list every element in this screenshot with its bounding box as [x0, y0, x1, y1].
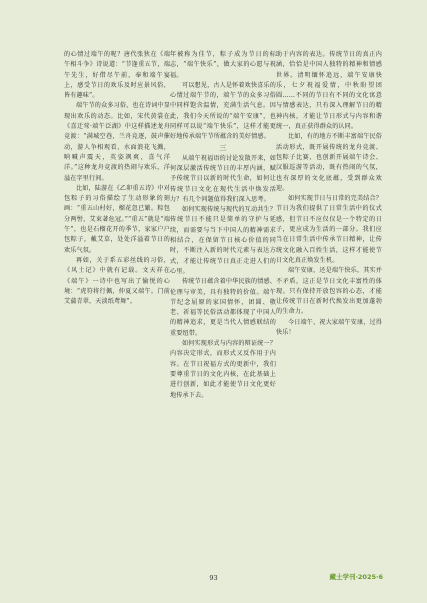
body-paragraph: 助于内容的表达。传统节日的真正内涵，恰恰是中国人独特的精神和情感世界。清明缅怀追远，端午安康快乐，七夕祝福爱情，中秋盼望团圆……不同的节日有不同的文化寓意与情感表达，只有深入理解节日的精神内核，才能让节日形式与内容和谐统一，真正获得群众的认同。	[276, 51, 382, 131]
body-paragraph: 从端午祝福语的讨论发散开来，如何深层激活传统节日的丰厚内涵，赋予传统节日以新的时代生命，如何让传统节日文化在现代生活中焕发活力？有几个问题值得我们深入思考。	[170, 154, 276, 203]
text-column-middle	[170, 50, 276, 567]
body-paragraph: 比如，有的地方不断丰富端午民俗活动形式，既开展传统的龙舟竞渡、包粽子比赛，也创新开展端午诗会、汉服巡游等活动，既有热闹的气氛，也有深厚的文化底蕴，受到群众欢迎。	[276, 133, 382, 192]
text-column-right	[276, 50, 382, 567]
body-paragraph: 如何实现节日与日常的完美结合？节日为我们提供了日常生活中的仪式感，但节日不应仅仅是一个特定的日子，更应成为生活的一部分。我们应当在日常生活中传承节日精神，让传统文化融入百姓生活，这样才能使节日文化真正焕发生机。	[276, 195, 382, 264]
body-paragraph: 可以想见，古人是怀着欢快喜乐的心情过端午节的，端午节的众多习俗中同样饱含温情，充满生活气息。因此，我们今天所说的“端午安康”，也同样可以说“端午快乐”，这样才能更好地传承端午节所蕴含的美好情感。	[170, 81, 276, 141]
text-column-left	[64, 50, 170, 567]
body-paragraph: 的心情过端午的呢？唐代张狄在《端午相斗争》诗说道：“节逢重五节，端午先生，好借尽午前，奉和端午宴上，感受节日的欢乐及时应景风俗，皆有趣味”。	[64, 51, 170, 100]
body-paragraph: 今日端午，祝大家端午安康，过得快乐！	[276, 318, 382, 337]
body-paragraph: 端午节的众多习俗，也在诗词中显现出欢乐的动态。比如，宋代黄裳在《喜迁莺·端午泛湖》中这样描述龙舟竞渡：“满城空巷，兰舟竞逐，鼓声催动，游人争相观看，水面浪花飞溅，呐喊声震天，英姿飒爽，喜气洋洋。”这种龙舟竞渡的热闹与欢乐，洋溢在字里行间。	[64, 102, 170, 182]
body-paragraph: 年被称为佳节，粽子成为节日的标志，“端午快乐”，做大家的心愿与祝福。	[170, 51, 276, 79]
body-paragraph: 端午安康，还是端午快乐，其实并不矛盾，这正是节日文化丰富性的体现。只有保持开放包容的心态，才能让传统节日在新时代焕发出更加蓬勃的生命力。	[276, 267, 382, 316]
body-paragraph: 如何实现传统与现代的互动共生？传统节日不能只是简单的守护与延续，而需要与当下中国人的精神需求相结合，在保留节日核心价值的同时，不断注入新的时代元素与表达方式，才能让传统节日真正走进人们的心里。	[170, 206, 276, 275]
page-number: 93	[209, 574, 218, 582]
journal-issue-info: 藏土学刊·2025·6	[329, 573, 383, 581]
body-paragraph: 比如，陆游在《乙卯重五诗》中对包粽子的习俗描绘了生动形象的刻画：“重五山村好，榴花忽已繁。粽包分两髻，艾束著危冠。”“重五”就是“端午”，也是石榴花开的季节，家家户户包粽子，戴艾草，处处洋溢着节日的欢乐气氛。	[64, 184, 170, 254]
body-paragraph: 传统节日蕴含着中华民族的情感、伦理与审美，具有独特的价值。端午节纪念屈原的家国情怀，团圆、敬老、祈福等民俗活动都体现了中国人的精神追求，更是当代人情感联结的重要纽带。	[170, 278, 276, 337]
body-paragraph: 如何实现形式与内容的辩证统一？内容决定形式，而形式又反作用于内容。在节日祝福方式的更新中，我们要尊重节日的文化内核，在此基础上进行创新，如此才能使节日文化更好地传承下去。	[170, 340, 276, 399]
section-marker: 三	[219, 143, 227, 152]
body-paragraph: 再如，关于系五彩丝线的习俗，《风土记》中就有记载。文天祥在《端午》一诗中也写出了愉悦的心境：“虎符将行佩，仲夏又端午。门前艾蒲青翠，天淡纸鸢舞”。	[64, 256, 170, 306]
